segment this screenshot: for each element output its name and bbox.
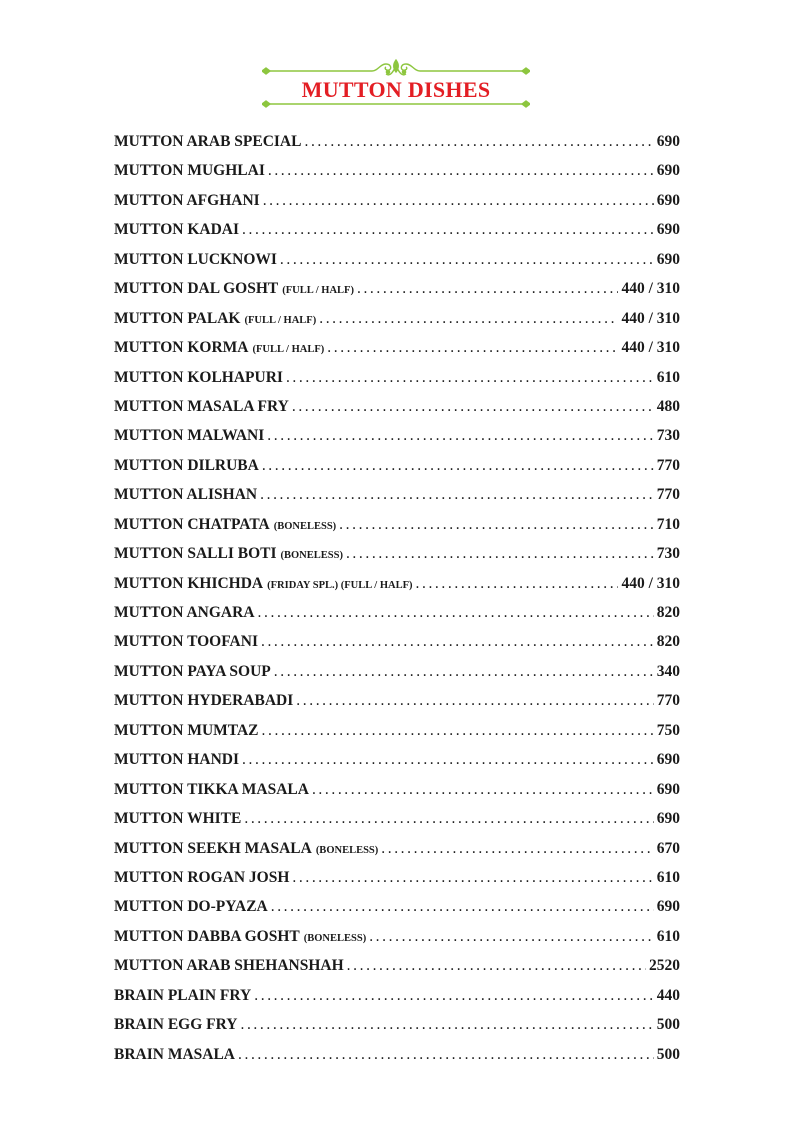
dish-price: 670 bbox=[656, 839, 680, 857]
dish-name: MUTTON SEEKH MASALA bbox=[114, 839, 312, 857]
menu-item bbox=[114, 127, 680, 156]
dot-leader bbox=[312, 775, 654, 804]
dish-price: 690 bbox=[656, 133, 680, 150]
dish-note: (FRIDAY SPL.) (FULL / HALF) bbox=[267, 579, 413, 591]
dish-name: BRAIN MASALA bbox=[114, 1045, 235, 1063]
menu-item bbox=[114, 363, 680, 392]
menu-item bbox=[114, 657, 680, 686]
menu-item bbox=[114, 186, 680, 215]
menu-item bbox=[114, 598, 680, 627]
dish-price: 690 bbox=[656, 751, 680, 769]
dot-leader bbox=[262, 716, 654, 745]
dish-name: BRAIN PLAIN FRY bbox=[114, 986, 252, 1004]
menu-item bbox=[114, 539, 680, 568]
dish-name: MUTTON SALLI BOTI bbox=[114, 545, 277, 563]
dish-name: MUTTON KORMA bbox=[114, 339, 249, 357]
dot-leader bbox=[357, 274, 618, 303]
dish-price: 610 bbox=[656, 927, 680, 945]
dot-leader bbox=[258, 598, 654, 627]
menu-item bbox=[114, 274, 680, 303]
dish-name: MUTTON HANDI bbox=[114, 751, 240, 769]
dish-price: 710 bbox=[656, 515, 680, 533]
dish-price: 340 bbox=[656, 662, 680, 680]
menu-item bbox=[114, 716, 680, 745]
dish-price: 440 bbox=[656, 986, 680, 1004]
menu-item bbox=[114, 215, 680, 244]
dish-name: MUTTON ALISHAN bbox=[114, 486, 258, 504]
dot-leader bbox=[274, 657, 654, 686]
menu-item bbox=[114, 510, 680, 539]
menu-item bbox=[114, 627, 680, 656]
dot-leader bbox=[260, 480, 654, 509]
dish-name: MUTTON LUCKNOWI bbox=[114, 250, 277, 268]
menu-item bbox=[114, 834, 680, 863]
dot-leader bbox=[346, 539, 654, 568]
dot-leader bbox=[254, 981, 654, 1010]
dish-name: MUTTON ARAB SHEHANSHAH bbox=[114, 957, 344, 975]
dish-name: MUTTON CHATPATA bbox=[114, 515, 270, 533]
dish-name: MUTTON DO-PYAZA bbox=[114, 898, 268, 916]
dish-price: 690 bbox=[656, 162, 680, 180]
page-title: MUTTON DISHES bbox=[301, 77, 491, 102]
dot-leader bbox=[416, 569, 619, 598]
menu-item bbox=[114, 156, 680, 185]
dot-leader bbox=[261, 627, 654, 656]
dish-name: MUTTON PALAK bbox=[114, 309, 241, 327]
dot-leader bbox=[271, 892, 654, 921]
dish-name: MUTTON MUGHLAI bbox=[114, 162, 265, 180]
menu-item bbox=[114, 304, 680, 333]
dish-price: 730 bbox=[656, 427, 680, 445]
dish-price: 2520 bbox=[649, 957, 680, 975]
menu-item bbox=[114, 245, 680, 274]
menu-item bbox=[114, 392, 680, 421]
dish-price: 610 bbox=[656, 368, 680, 386]
dish-note: (BONELESS) bbox=[315, 844, 379, 856]
menu-item bbox=[114, 922, 680, 951]
dish-price: 500 bbox=[656, 1045, 680, 1063]
dish-name: MUTTON ARAB SPECIAL bbox=[114, 133, 302, 150]
dish-note: (FULL / HALF) bbox=[244, 314, 317, 326]
dot-leader bbox=[292, 863, 653, 892]
dot-leader bbox=[292, 392, 654, 421]
dish-price: 750 bbox=[656, 721, 680, 739]
dot-leader bbox=[319, 304, 618, 333]
menu-item bbox=[114, 333, 680, 362]
dish-name: MUTTON DABBA GOSHT bbox=[114, 927, 300, 945]
dot-leader bbox=[263, 186, 654, 215]
dish-price: 690 bbox=[656, 780, 680, 798]
dot-leader bbox=[267, 421, 653, 450]
dish-price: 440 / 310 bbox=[621, 574, 680, 592]
dot-leader bbox=[240, 1010, 653, 1039]
dish-price: 440 / 310 bbox=[621, 280, 680, 298]
dish-price: 770 bbox=[656, 692, 680, 710]
dish-price: 690 bbox=[656, 191, 680, 209]
dot-leader bbox=[347, 951, 646, 980]
section-header bbox=[262, 58, 530, 110]
dish-price: 820 bbox=[656, 633, 680, 651]
dish-name: MUTTON ANGARA bbox=[114, 604, 255, 621]
menu-item bbox=[114, 421, 680, 450]
dot-leader bbox=[339, 510, 654, 539]
dish-price: 500 bbox=[656, 1016, 680, 1034]
dot-leader bbox=[242, 215, 654, 244]
menu-item bbox=[114, 775, 680, 804]
dot-leader bbox=[280, 245, 654, 274]
dot-leader bbox=[242, 745, 654, 774]
dish-price: 690 bbox=[656, 250, 680, 268]
menu-item bbox=[114, 480, 680, 509]
menu-item bbox=[114, 804, 680, 833]
dish-note: (BONELESS) bbox=[303, 932, 367, 944]
dot-leader bbox=[327, 333, 618, 362]
dot-leader bbox=[262, 451, 654, 480]
menu-item bbox=[114, 1040, 680, 1069]
menu-item bbox=[114, 863, 680, 892]
dish-name: MUTTON MALWANI bbox=[114, 427, 265, 445]
dish-name: MUTTON KHICHDA bbox=[114, 574, 264, 592]
menu-item bbox=[114, 745, 680, 774]
dish-name: MUTTON TOOFANI bbox=[114, 633, 258, 651]
dish-note: (FULL / HALF) bbox=[282, 285, 354, 297]
dot-leader bbox=[296, 686, 653, 715]
menu-list bbox=[114, 127, 680, 1069]
dish-price: 690 bbox=[656, 898, 680, 916]
dish-price: 730 bbox=[656, 545, 680, 563]
dish-name: MUTTON WHITE bbox=[114, 810, 242, 828]
dish-name: MUTTON MUMTAZ bbox=[114, 721, 259, 739]
dish-note: (FULL / HALF) bbox=[252, 344, 325, 356]
dish-note: (BONELESS) bbox=[280, 550, 343, 562]
dot-leader bbox=[286, 363, 654, 392]
dot-leader bbox=[268, 156, 654, 185]
dish-name: MUTTON HYDERABADI bbox=[114, 692, 294, 710]
menu-item bbox=[114, 451, 680, 480]
dish-price: 690 bbox=[656, 221, 680, 239]
menu-item bbox=[114, 569, 680, 598]
dish-name: MUTTON AFGHANI bbox=[114, 191, 260, 209]
dish-name: MUTTON KOLHAPURI bbox=[114, 368, 283, 386]
dot-leader bbox=[304, 127, 653, 156]
dish-price: 440 / 310 bbox=[621, 339, 680, 357]
menu-item bbox=[114, 686, 680, 715]
dot-leader bbox=[381, 834, 654, 863]
dot-leader bbox=[238, 1040, 654, 1069]
dish-name: MUTTON MASALA FRY bbox=[114, 397, 289, 415]
dish-name: MUTTON KADAI bbox=[114, 221, 240, 239]
dish-price: 610 bbox=[656, 868, 680, 886]
dish-name: BRAIN EGG FRY bbox=[114, 1016, 238, 1034]
menu-item bbox=[114, 981, 680, 1010]
dot-leader bbox=[369, 922, 654, 951]
dish-price: 770 bbox=[656, 456, 680, 474]
dish-name: MUTTON PAYA SOUP bbox=[114, 662, 271, 680]
dish-price: 820 bbox=[656, 604, 680, 621]
dish-name: MUTTON DILRUBA bbox=[114, 456, 259, 474]
dish-note: (BONELESS) bbox=[273, 520, 337, 532]
dish-name: MUTTON TIKKA MASALA bbox=[114, 780, 309, 798]
dish-price: 690 bbox=[656, 810, 680, 828]
dish-price: 480 bbox=[656, 397, 680, 415]
menu-item bbox=[114, 892, 680, 921]
dish-name: MUTTON ROGAN JOSH bbox=[114, 868, 290, 886]
dish-price: 440 / 310 bbox=[621, 309, 680, 327]
menu-item bbox=[114, 951, 680, 980]
dot-leader bbox=[244, 804, 653, 833]
menu-item bbox=[114, 1010, 680, 1039]
dish-price: 770 bbox=[656, 486, 680, 504]
dish-name: MUTTON DAL GOSHT bbox=[114, 280, 279, 298]
